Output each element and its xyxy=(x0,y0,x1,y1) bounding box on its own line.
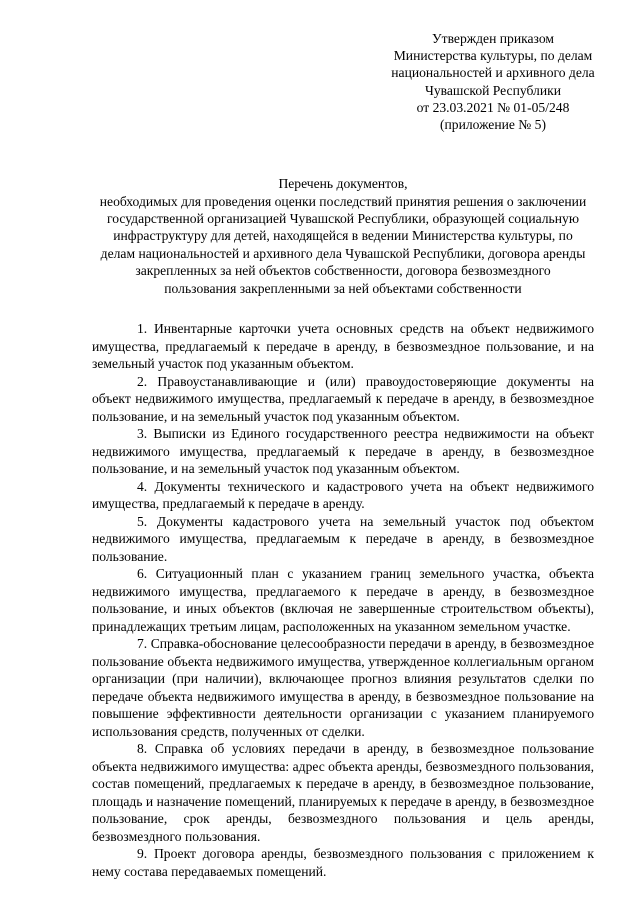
approval-line: Чувашской Республики xyxy=(425,82,561,98)
title-line: государственной организацией Чувашской Республики, образующей социальную xyxy=(107,211,579,227)
title-line: необходимых для проведения оценки последствий принятия решения о заключении xyxy=(99,193,587,209)
list-item: 3. Выписки из Единого государственного реестра недвижимости на объект недвижимого имущества, предлагаемый к передаче в аренду, в безвозмездное пользование, и на земельный участок под указанным объектом. xyxy=(92,426,594,477)
approval-line: (приложение № 5) xyxy=(439,117,547,133)
list-item: 1. Инвентарные карточки учета основных средств на объект недвижимого имущества, предлагаемый к передаче в аренду, в безвозмездное пользование, и на земельный участок под указанным объектом. xyxy=(92,321,594,372)
title-line: делам национальностей и архивного дела Чувашской Республики, договора аренды xyxy=(100,245,586,261)
title-line: пользования закрепленными за ней объектами собственности xyxy=(164,280,522,296)
title-line: инфраструктуру для детей, находящейся в ведении Министерства культуры, по xyxy=(113,228,573,244)
list-item: 9. Проект договора аренды, безвозмездного пользования с приложением к нему состава передаваемых помещений. xyxy=(92,846,594,879)
list-item: 7. Справка-обоснование целесообразности передачи в аренду, в безвозмездное пользование объекта недвижимого имущества, утвержденное коллегиальным органом организации (при наличии), включающее прогноз влияния результатов сделки по передаче объекта недвижимого имущества в аренду, в безвозмездное пользование на повышение эффективности деятельности организации с указанием планируемого использования средств, полученных от сделки. xyxy=(92,636,594,739)
approval-line: от 23.03.2021 № 01-05/248 xyxy=(416,99,570,115)
approval-line: Утвержден приказом xyxy=(432,31,554,46)
document-list xyxy=(92,320,594,880)
title-line: Перечень документов, xyxy=(278,176,408,192)
approval-block xyxy=(384,30,602,133)
list-item: 4. Документы технического и кадастрового учета на объект недвижимого имущества, предлагаемый к передаче в аренду. xyxy=(92,478,594,512)
list-item: 6. Ситуационный план с указанием границ земельного участка, объекта недвижимого имущества, предлагаемого к передаче в аренду, в безвозмездное пользование, и иных объектов (включая не завершенные строительством объекты), принадлежащих третьим лицам, расположенных на указанном земельном участке. xyxy=(92,566,594,634)
approval-line: Министерства культуры, по делам xyxy=(393,48,593,64)
list-item: 2. Правоустанавливающие и (или) правоудостоверяющие документы на объект недвижимого имущества, предлагаемый к передаче в аренду, в безвозмездное пользование, и на земельный участок под указанным объектом. xyxy=(92,373,594,424)
approval-line: национальностей и архивного дела xyxy=(391,65,595,81)
title-line: закрепленных за ней объектов собственности, договора безвозмездного xyxy=(135,263,551,279)
list-item: 5. Документы кадастрового учета на земельный участок под объектом недвижимого имущества, предлагаемым к передаче в аренду, в безвозмездное пользование. xyxy=(92,513,594,564)
document-title xyxy=(92,175,594,297)
list-item: 8. Справка об условиях передачи в аренду, в безвозмездное пользование объекта недвижимого имущества: адрес объекта аренды, безвозмездного пользования, состав помещений, предлагаемых к передаче в аренду, в безвозмездное пользование, площадь и назначение помещений, планируемых к передаче в аренду, в безвозмездное пользование, срок аренды, безвозмездного пользования и цель аренды, безвозмездного пользования. xyxy=(92,741,594,844)
